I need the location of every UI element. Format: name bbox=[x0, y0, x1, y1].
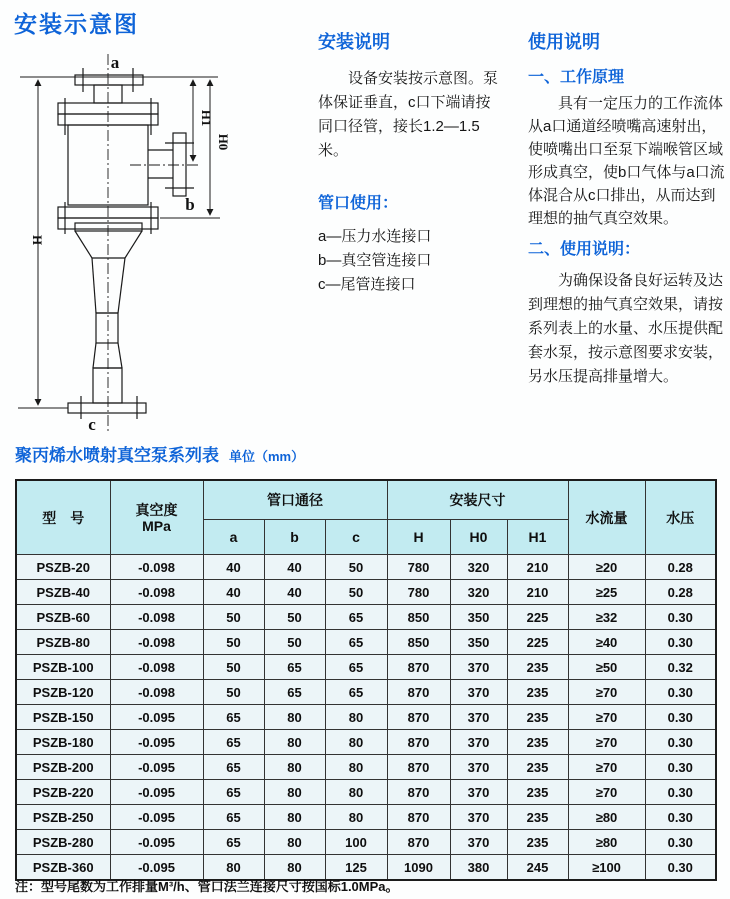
table-cell: 870 bbox=[387, 680, 450, 705]
table-cell: 235 bbox=[507, 805, 568, 830]
table-cell: 80 bbox=[264, 855, 325, 881]
table-cell: ≥20 bbox=[568, 555, 645, 580]
install-heading: 安装说明 bbox=[318, 32, 390, 52]
table-cell: ≥70 bbox=[568, 730, 645, 755]
table-note: 注：型号尾数为工作排量M³/h、管口法兰连接尺寸按国标1.0MPa。 bbox=[15, 879, 399, 894]
table-cell: 350 bbox=[450, 605, 507, 630]
table-cell: 0.28 bbox=[645, 580, 716, 605]
series-table-section bbox=[15, 441, 715, 881]
table-cell: 65 bbox=[203, 730, 264, 755]
table-row bbox=[16, 805, 716, 830]
table-cell: 235 bbox=[507, 705, 568, 730]
table-cell: -0.098 bbox=[110, 630, 203, 655]
port-item-b: b—真空管连接口 bbox=[318, 252, 432, 269]
usage2-body: 为确保设备良好运转及达到理想的抽气真空效果，请按系列表上的水量、水压提供配套水泵，按示意图要求安装，另水压提高排量增大。 bbox=[528, 272, 724, 385]
table-cell: 65 bbox=[203, 755, 264, 780]
table-row bbox=[16, 755, 716, 780]
table-cell: 65 bbox=[264, 680, 325, 705]
table-cell: 80 bbox=[325, 730, 387, 755]
table-cell: -0.098 bbox=[110, 605, 203, 630]
sub-header-c: c bbox=[325, 520, 387, 555]
table-cell: 0.30 bbox=[645, 730, 716, 755]
table-cell: PSZB-120 bbox=[16, 680, 110, 705]
table-cell: 870 bbox=[387, 755, 450, 780]
table-cell: 370 bbox=[450, 730, 507, 755]
port-label-a: a bbox=[110, 53, 120, 72]
table-cell: 80 bbox=[264, 755, 325, 780]
table-cell: 50 bbox=[203, 655, 264, 680]
table-cell: -0.098 bbox=[110, 655, 203, 680]
table-cell: -0.095 bbox=[110, 830, 203, 855]
table-cell: 780 bbox=[387, 555, 450, 580]
table-cell: 65 bbox=[325, 655, 387, 680]
table-cell: ≥32 bbox=[568, 605, 645, 630]
table-cell: 1090 bbox=[387, 855, 450, 881]
table-cell: 235 bbox=[507, 680, 568, 705]
table-row bbox=[16, 830, 716, 855]
table-cell: 780 bbox=[387, 580, 450, 605]
table-cell: 80 bbox=[203, 855, 264, 881]
table-cell: PSZB-100 bbox=[16, 655, 110, 680]
table-cell: 370 bbox=[450, 805, 507, 830]
install-notes-column bbox=[318, 32, 504, 297]
table-cell: 0.30 bbox=[645, 630, 716, 655]
table-cell: PSZB-150 bbox=[16, 705, 110, 730]
table-cell: 225 bbox=[507, 605, 568, 630]
table-cell: 370 bbox=[450, 755, 507, 780]
table-cell: 65 bbox=[203, 805, 264, 830]
vacuum-label: 真空度 bbox=[135, 501, 178, 518]
sub-header-H0: H0 bbox=[450, 520, 507, 555]
table-row bbox=[16, 580, 716, 605]
table-cell: 380 bbox=[450, 855, 507, 881]
table-cell: 80 bbox=[325, 705, 387, 730]
table-cell: 0.30 bbox=[645, 805, 716, 830]
col-header-flow: 水流量 bbox=[568, 480, 645, 555]
table-cell: 0.32 bbox=[645, 655, 716, 680]
table-cell: 65 bbox=[325, 630, 387, 655]
table-cell: 50 bbox=[264, 605, 325, 630]
table-cell: 50 bbox=[264, 630, 325, 655]
port-label-b: b bbox=[185, 195, 195, 214]
table-row bbox=[16, 780, 716, 805]
table-cell: ≥100 bbox=[568, 855, 645, 881]
table-cell: 370 bbox=[450, 655, 507, 680]
table-cell: 370 bbox=[450, 705, 507, 730]
vacuum-unit-label: MPa bbox=[142, 517, 171, 534]
table-cell: PSZB-60 bbox=[16, 605, 110, 630]
table-cell: PSZB-80 bbox=[16, 630, 110, 655]
table-cell: -0.095 bbox=[110, 705, 203, 730]
sub-header-H: H bbox=[387, 520, 450, 555]
table-cell: 80 bbox=[264, 805, 325, 830]
table-cell: -0.095 bbox=[110, 855, 203, 881]
table-cell: 870 bbox=[387, 830, 450, 855]
sub-header-b: b bbox=[264, 520, 325, 555]
sub-header-a: a bbox=[203, 520, 264, 555]
table-cell: 65 bbox=[325, 680, 387, 705]
table-cell: ≥70 bbox=[568, 705, 645, 730]
principle-heading: 一、工作原理 bbox=[528, 69, 625, 86]
sub-header-H1: H1 bbox=[507, 520, 568, 555]
table-cell: 40 bbox=[203, 580, 264, 605]
ports-heading: 管口使用： bbox=[318, 195, 399, 212]
port-item-c: c—尾管连接口 bbox=[318, 276, 416, 293]
table-cell: 0.30 bbox=[645, 855, 716, 881]
table-cell: 40 bbox=[264, 555, 325, 580]
table-cell: 370 bbox=[450, 780, 507, 805]
table-cell: PSZB-200 bbox=[16, 755, 110, 780]
install-body: 设备安装按示意图。泵体保证垂直，c口下端请按同口径管，接长1.2—1.5米。 bbox=[318, 70, 499, 159]
table-cell: -0.095 bbox=[110, 805, 203, 830]
table-row bbox=[16, 555, 716, 580]
table-cell: ≥80 bbox=[568, 805, 645, 830]
table-cell: PSZB-280 bbox=[16, 830, 110, 855]
table-cell: 0.30 bbox=[645, 755, 716, 780]
table-cell: 80 bbox=[325, 805, 387, 830]
table-cell: -0.098 bbox=[110, 555, 203, 580]
table-cell: 80 bbox=[264, 705, 325, 730]
table-cell: 65 bbox=[203, 780, 264, 805]
series-table-unit: 单位（mm） bbox=[229, 449, 305, 464]
table-cell: 235 bbox=[507, 780, 568, 805]
table-cell: PSZB-20 bbox=[16, 555, 110, 580]
series-table-title: 聚丙烯水喷射真空泵系列表 bbox=[15, 446, 219, 465]
table-cell: 0.30 bbox=[645, 705, 716, 730]
table-cell: 50 bbox=[325, 580, 387, 605]
group-header-ports: 管口通径 bbox=[203, 480, 387, 520]
table-cell: ≥25 bbox=[568, 580, 645, 605]
table-cell: 0.30 bbox=[645, 830, 716, 855]
series-table bbox=[15, 479, 717, 881]
table-cell: ≥50 bbox=[568, 655, 645, 680]
table-cell: 80 bbox=[264, 830, 325, 855]
table-cell: 40 bbox=[264, 580, 325, 605]
usage-heading: 使用说明 bbox=[528, 32, 600, 52]
table-cell: 80 bbox=[264, 730, 325, 755]
table-row bbox=[16, 605, 716, 630]
table-cell: 65 bbox=[325, 605, 387, 630]
table-row bbox=[16, 680, 716, 705]
pump-diagram bbox=[4, 48, 236, 440]
usage2-heading: 二、使用说明： bbox=[528, 241, 641, 258]
table-cell: 370 bbox=[450, 680, 507, 705]
col-header-vacuum bbox=[110, 480, 203, 555]
table-cell: 65 bbox=[203, 830, 264, 855]
table-cell: 125 bbox=[325, 855, 387, 881]
table-cell: -0.098 bbox=[110, 680, 203, 705]
table-cell: 320 bbox=[450, 555, 507, 580]
dim-label-H1: H1 bbox=[199, 109, 214, 127]
table-cell: 320 bbox=[450, 580, 507, 605]
table-cell: 235 bbox=[507, 830, 568, 855]
table-cell: 225 bbox=[507, 630, 568, 655]
group-header-install: 安装尺寸 bbox=[387, 480, 568, 520]
table-cell: 210 bbox=[507, 555, 568, 580]
table-cell: 850 bbox=[387, 630, 450, 655]
table-cell: 50 bbox=[203, 605, 264, 630]
pump-diagram-svg bbox=[4, 48, 236, 440]
table-cell: 80 bbox=[325, 755, 387, 780]
table-cell: 80 bbox=[325, 780, 387, 805]
table-cell: 235 bbox=[507, 730, 568, 755]
table-cell: 0.30 bbox=[645, 780, 716, 805]
table-row bbox=[16, 730, 716, 755]
table-cell: ≥80 bbox=[568, 830, 645, 855]
table-cell: 235 bbox=[507, 755, 568, 780]
usage-notes-column bbox=[528, 32, 727, 389]
series-table-body bbox=[16, 555, 716, 881]
table-cell: 350 bbox=[450, 630, 507, 655]
ports-list bbox=[318, 225, 504, 297]
table-row bbox=[16, 655, 716, 680]
table-cell: 870 bbox=[387, 805, 450, 830]
table-cell: 870 bbox=[387, 780, 450, 805]
port-item-a: a—压力水连接口 bbox=[318, 228, 432, 245]
table-cell: 370 bbox=[450, 830, 507, 855]
port-label-c: c bbox=[88, 415, 96, 434]
table-cell: 0.28 bbox=[645, 555, 716, 580]
series-table-title-row bbox=[15, 441, 715, 466]
table-cell: 210 bbox=[507, 580, 568, 605]
table-cell: 245 bbox=[507, 855, 568, 881]
table-row bbox=[16, 630, 716, 655]
table-cell: 235 bbox=[507, 655, 568, 680]
table-cell: 870 bbox=[387, 655, 450, 680]
table-cell: -0.098 bbox=[110, 580, 203, 605]
table-cell: 850 bbox=[387, 605, 450, 630]
table-cell: 870 bbox=[387, 705, 450, 730]
table-cell: -0.095 bbox=[110, 755, 203, 780]
dim-label-H0: H0 bbox=[216, 133, 231, 151]
dim-label-H: H bbox=[30, 234, 45, 246]
table-cell: PSZB-250 bbox=[16, 805, 110, 830]
col-header-model: 型 号 bbox=[16, 480, 110, 555]
table-cell: 50 bbox=[203, 680, 264, 705]
page-title: 安装示意图 bbox=[14, 11, 139, 37]
table-cell: 100 bbox=[325, 830, 387, 855]
table-cell: 65 bbox=[203, 705, 264, 730]
table-cell: -0.095 bbox=[110, 730, 203, 755]
table-cell: PSZB-180 bbox=[16, 730, 110, 755]
table-cell: 65 bbox=[264, 655, 325, 680]
table-row bbox=[16, 705, 716, 730]
table-cell: ≥40 bbox=[568, 630, 645, 655]
table-cell: 80 bbox=[264, 780, 325, 805]
table-cell: 50 bbox=[325, 555, 387, 580]
principle-body: 具有一定压力的工作流体从a口通道经喷嘴高速射出，使喷嘴出口至泵下端喉管区域形成真空，使b口气体与a口流体混合从c口排出，从而达到理想的抽气真空效果。 bbox=[528, 95, 725, 227]
table-cell: 870 bbox=[387, 730, 450, 755]
table-cell: ≥70 bbox=[568, 680, 645, 705]
table-cell: -0.095 bbox=[110, 780, 203, 805]
table-cell: 0.30 bbox=[645, 605, 716, 630]
table-cell: ≥70 bbox=[568, 780, 645, 805]
table-cell: 40 bbox=[203, 555, 264, 580]
col-header-pressure: 水压 bbox=[645, 480, 716, 555]
table-cell: 0.30 bbox=[645, 680, 716, 705]
table-cell: PSZB-220 bbox=[16, 780, 110, 805]
table-cell: 50 bbox=[203, 630, 264, 655]
table-cell: PSZB-40 bbox=[16, 580, 110, 605]
table-cell: PSZB-360 bbox=[16, 855, 110, 881]
table-cell: ≥70 bbox=[568, 755, 645, 780]
